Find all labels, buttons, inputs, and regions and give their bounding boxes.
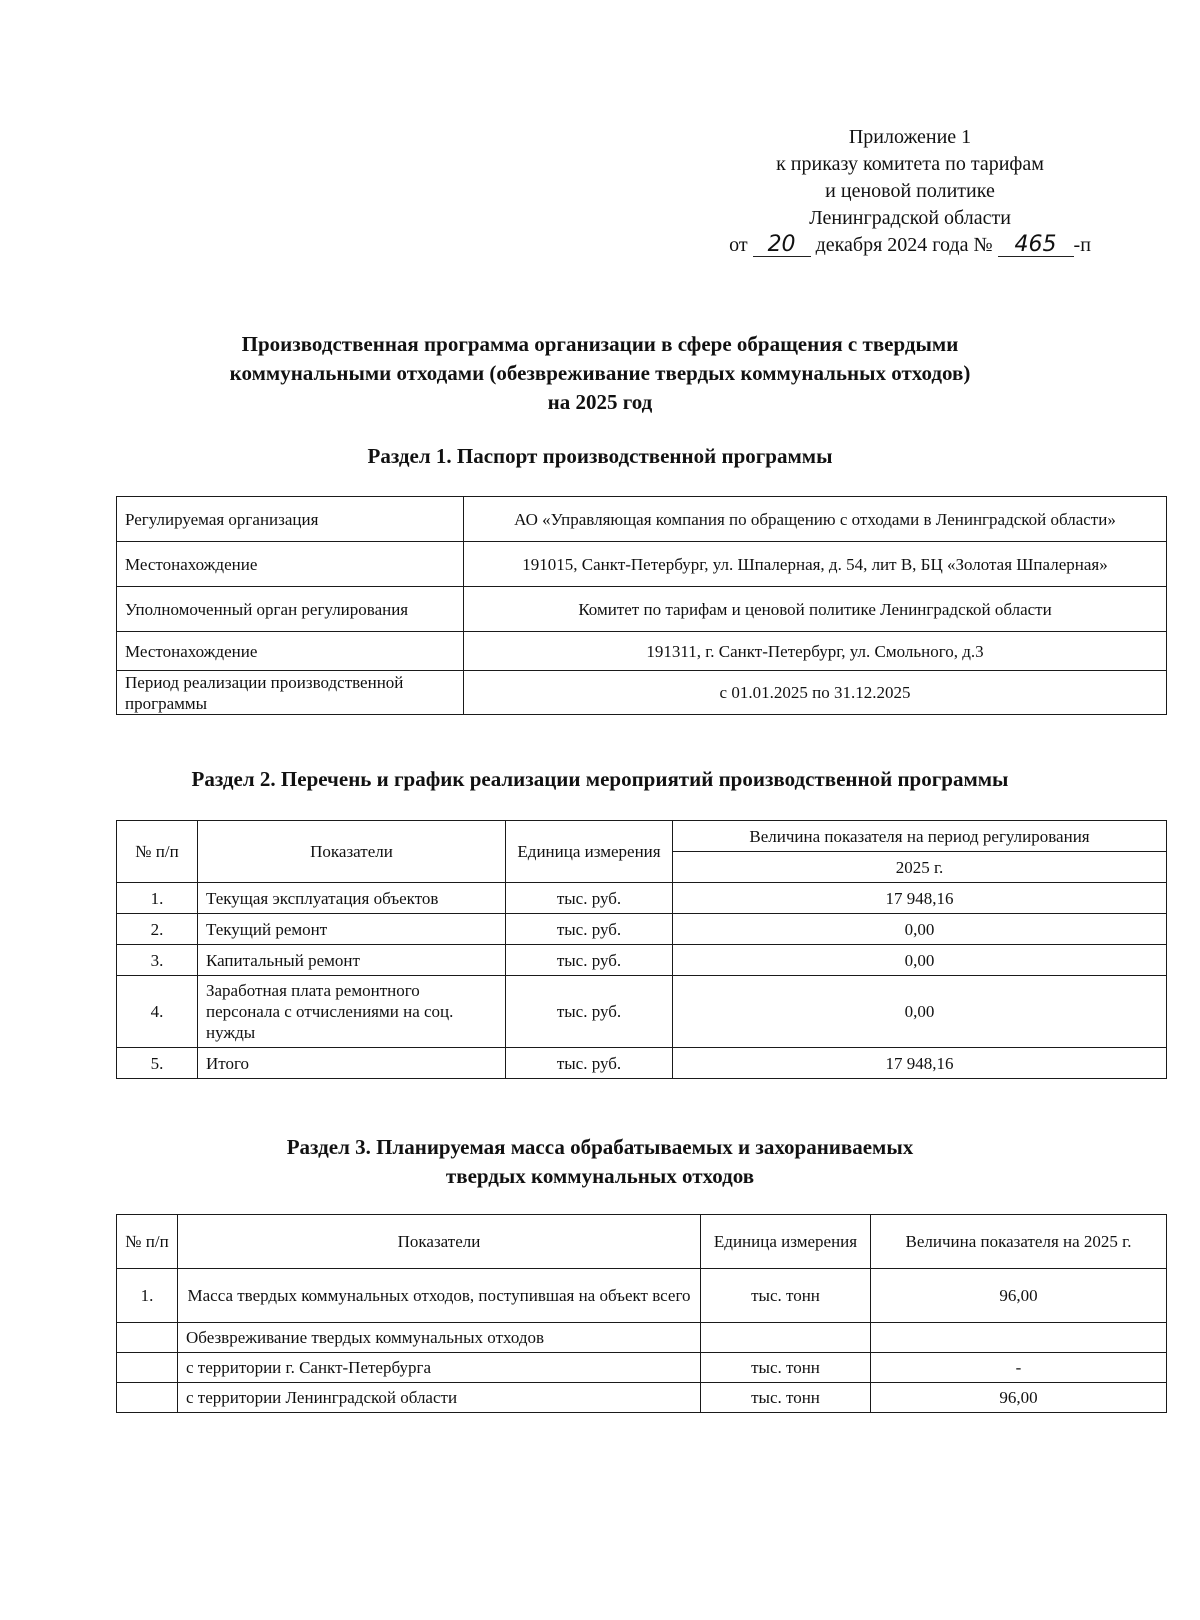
table-cell-value: 191311, г. Санкт-Петербург, ул. Смольного, д.3 <box>464 632 1167 671</box>
cell-num <box>117 1383 178 1413</box>
title-line: на 2025 год <box>547 390 653 414</box>
cell-unit: тыс. руб. <box>506 1048 673 1079</box>
table-cell-label: Уполномоченный орган регулирования <box>117 587 464 632</box>
table-row <box>117 1048 1167 1079</box>
cell-value: 96,00 <box>871 1383 1167 1413</box>
header-value: Величина показателя на период регулирования <box>673 821 1167 852</box>
date-prefix: от <box>729 234 748 256</box>
cell-unit <box>701 1323 871 1353</box>
header-num: № п/п <box>117 821 198 883</box>
header-value: Величина показателя на 2025 г. <box>871 1215 1167 1269</box>
cell-indicator: Масса твердых коммунальных отходов, поступившая на объект всего <box>178 1269 701 1323</box>
cell-indicator: Текущая эксплуатация объектов <box>198 883 506 914</box>
cell-value <box>871 1323 1167 1353</box>
section-3-title-line: Раздел 3. Планируемая масса обрабатываемых и захораниваемых <box>286 1135 914 1159</box>
cell-num <box>117 1353 178 1383</box>
cell-num: 5. <box>117 1048 198 1079</box>
title-line: Производственная программа организации в сфере обращения с твердыми <box>241 332 959 356</box>
order-number-suffix: -п <box>1073 234 1091 256</box>
table-row <box>117 1269 1167 1323</box>
cell-unit: тыс. руб. <box>506 914 673 945</box>
table-row <box>117 976 1167 1048</box>
table-cell-value: АО «Управляющая компания по обращению с отходами в Ленинградской области» <box>464 497 1167 542</box>
appendix-line: и ценовой политике <box>825 180 995 202</box>
table-row <box>117 945 1167 976</box>
title-line: коммунальными отходами (обезвреживание твердых коммунальных отходов) <box>229 361 971 385</box>
document-title <box>120 330 1080 417</box>
cell-value: 96,00 <box>871 1269 1167 1323</box>
appendix-line: Приложение 1 <box>848 126 972 148</box>
cell-unit: тыс. руб. <box>506 945 673 976</box>
header-num: № п/п <box>117 1215 178 1269</box>
table-row <box>117 671 1167 715</box>
handwritten-order-number: 465 <box>998 234 1074 257</box>
cell-num <box>117 1323 178 1353</box>
cell-indicator: Капитальный ремонт <box>198 945 506 976</box>
table-cell-label: Местонахождение <box>117 542 464 587</box>
activities-table <box>116 820 1167 1079</box>
table-row <box>117 587 1167 632</box>
cell-unit: тыс. тонн <box>701 1383 871 1413</box>
cell-value: 0,00 <box>673 945 1167 976</box>
header-unit: Единица измерения <box>506 821 673 883</box>
table-cell-value: с 01.01.2025 по 31.12.2025 <box>464 671 1167 715</box>
table-cell-value: 191015, Санкт-Петербург, ул. Шпалерная, д. 54, лит В, БЦ «Золотая Шпалерная» <box>464 542 1167 587</box>
handwritten-day: 20 <box>753 234 811 257</box>
cell-value: 17 948,16 <box>673 883 1167 914</box>
cell-num: 1. <box>117 1269 178 1323</box>
header-year: 2025 г. <box>673 852 1167 883</box>
table-row <box>117 632 1167 671</box>
table-cell-label: Регулируемая организация <box>117 497 464 542</box>
header-unit: Единица измерения <box>701 1215 871 1269</box>
table-header-row <box>117 1215 1167 1269</box>
cell-value: 17 948,16 <box>673 1048 1167 1079</box>
table-row <box>117 914 1167 945</box>
header-indicator: Показатели <box>178 1215 701 1269</box>
section-2-title: Раздел 2. Перечень и график реализации мероприятий производственной программы <box>191 767 1009 791</box>
cell-indicator: с территории г. Санкт-Петербурга <box>178 1353 701 1383</box>
section-3-title <box>110 1133 1090 1191</box>
cell-value: - <box>871 1353 1167 1383</box>
table-cell-label: Период реализации производственной программы <box>117 671 464 715</box>
cell-indicator: Обезвреживание твердых коммунальных отходов <box>178 1323 701 1353</box>
order-date-line <box>700 232 1120 259</box>
cell-num: 1. <box>117 883 198 914</box>
table-row <box>117 497 1167 542</box>
table-row <box>117 1353 1167 1383</box>
cell-num: 4. <box>117 976 198 1048</box>
table-cell-value: Комитет по тарифам и ценовой политике Ленинградской области <box>464 587 1167 632</box>
table-row <box>117 883 1167 914</box>
date-middle: декабря 2024 года № <box>815 234 993 256</box>
table-row <box>117 1383 1167 1413</box>
passport-table <box>116 496 1167 715</box>
cell-indicator: с территории Ленинградской области <box>178 1383 701 1413</box>
table-cell-label: Местонахождение <box>117 632 464 671</box>
appendix-line: Ленинградской области <box>809 207 1011 229</box>
cell-unit: тыс. руб. <box>506 976 673 1048</box>
cell-unit: тыс. руб. <box>506 883 673 914</box>
table-header-row <box>117 821 1167 852</box>
cell-indicator: Текущий ремонт <box>198 914 506 945</box>
cell-unit: тыс. тонн <box>701 1269 871 1323</box>
section-1-title: Раздел 1. Паспорт производственной программы <box>367 444 833 468</box>
cell-unit: тыс. тонн <box>701 1353 871 1383</box>
cell-num: 2. <box>117 914 198 945</box>
appendix-line: к приказу комитета по тарифам <box>776 153 1044 175</box>
waste-mass-table <box>116 1214 1167 1413</box>
header-indicator: Показатели <box>198 821 506 883</box>
cell-indicator: Итого <box>198 1048 506 1079</box>
section-3-title-line: твердых коммунальных отходов <box>445 1164 755 1188</box>
table-row <box>117 542 1167 587</box>
cell-value: 0,00 <box>673 976 1167 1048</box>
cell-value: 0,00 <box>673 914 1167 945</box>
table-row <box>117 1323 1167 1353</box>
cell-num: 3. <box>117 945 198 976</box>
appendix-header <box>700 124 1120 259</box>
cell-indicator: Заработная плата ремонтного персонала с отчислениями на соц. нужды <box>198 976 506 1048</box>
